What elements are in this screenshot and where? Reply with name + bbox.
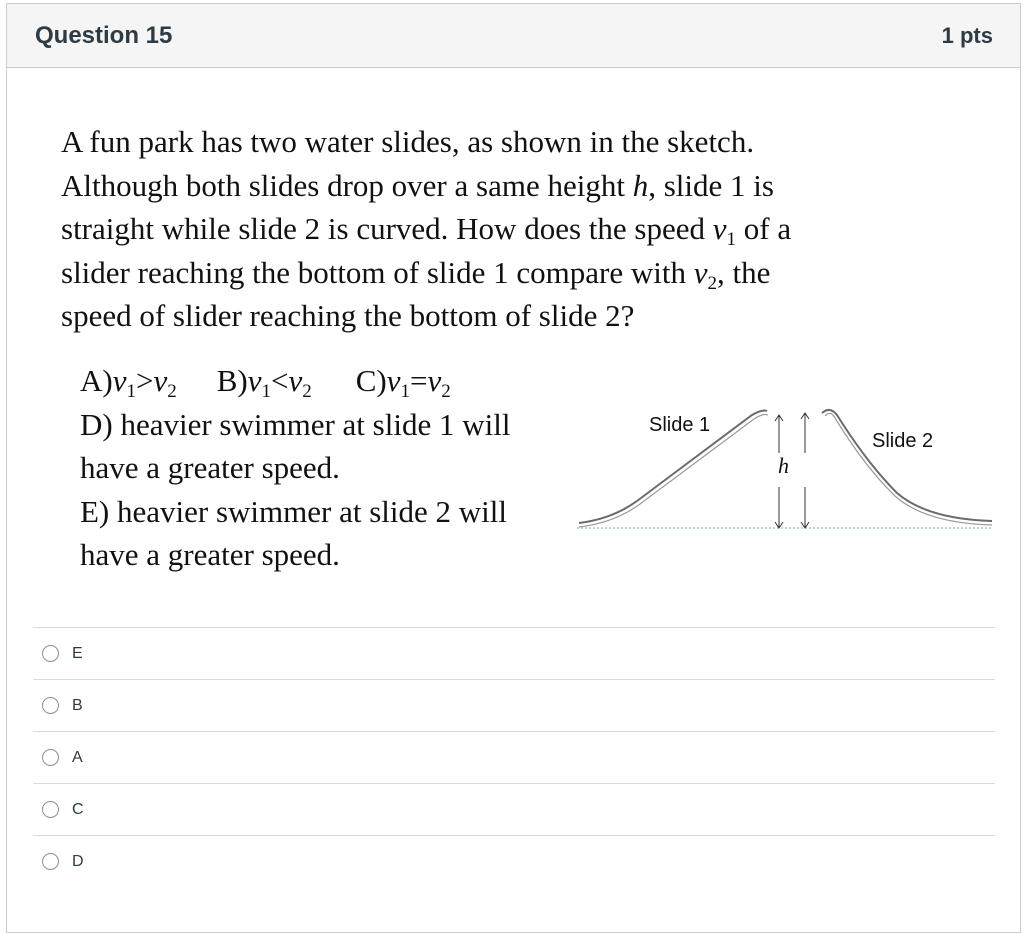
choice-d-line2: have a greater speed. xyxy=(80,450,340,485)
slide-2-label: Slide 2 xyxy=(872,430,934,452)
answer-list xyxy=(33,627,995,887)
stem-line: A fun park has two water slides, as shown in the sketch. xyxy=(61,124,755,159)
choices-text xyxy=(80,359,600,577)
choice-prefix: A) xyxy=(80,363,113,398)
question-points: 1 pts xyxy=(941,22,993,48)
answer-label: C xyxy=(72,800,84,818)
speed-subscript: 1 xyxy=(726,229,736,250)
radio-button[interactable] xyxy=(42,749,59,766)
choice-prefix: B) xyxy=(216,363,248,398)
choice-c: C)v1=v2 xyxy=(356,359,451,403)
choice-a: A)v1>v2 xyxy=(80,359,177,403)
speed-variable: v xyxy=(112,363,127,398)
answer-option[interactable] xyxy=(33,679,995,731)
height-label: h xyxy=(778,453,789,478)
question-card xyxy=(6,3,1021,933)
stem-text: , the xyxy=(717,254,771,290)
relation-symbol: < xyxy=(271,363,289,398)
question-header xyxy=(7,4,1020,68)
radio-button[interactable] xyxy=(42,801,59,818)
speed-variable: v xyxy=(386,363,401,398)
speed-variable: v xyxy=(427,363,442,398)
choice-prefix: C) xyxy=(355,363,387,398)
choice-e-line1: E) heavier swimmer at slide 2 will xyxy=(80,493,507,529)
answer-option[interactable] xyxy=(33,627,995,679)
stem-line xyxy=(61,251,881,295)
speed-variable: v xyxy=(288,363,303,398)
stem-text: , slide 1 is xyxy=(648,167,774,203)
answer-option[interactable] xyxy=(33,783,995,835)
answer-option[interactable] xyxy=(33,835,995,887)
answer-label: D xyxy=(72,852,84,870)
stem-line: speed of slider reaching the bottom of slide 2? xyxy=(61,298,635,333)
choice-line-abc xyxy=(80,359,600,403)
water-slides-sketch xyxy=(567,401,997,533)
answer-option[interactable] xyxy=(33,731,995,783)
relation-symbol: = xyxy=(410,363,428,398)
choice-b: B)v1<v2 xyxy=(217,359,312,403)
speed-subscript: 2 xyxy=(707,272,718,294)
stem-text: straight while slide 2 is curved. How does the speed xyxy=(61,211,713,246)
choice-d-line1: D) heavier swimmer at slide 1 will xyxy=(80,406,511,442)
stem-line xyxy=(61,207,881,251)
relation-symbol: > xyxy=(135,363,154,398)
radio-button[interactable] xyxy=(42,697,59,714)
choice-e-line2: have a greater speed. xyxy=(80,537,340,572)
stem-text: Although both slides drop over a same height xyxy=(61,167,633,203)
radio-button[interactable] xyxy=(42,853,59,870)
stem-line xyxy=(61,164,881,208)
radio-button[interactable] xyxy=(42,645,59,662)
answer-label: E xyxy=(72,644,83,662)
speed-variable: v xyxy=(247,363,262,398)
answer-label: B xyxy=(72,696,83,714)
stem-text: of a xyxy=(736,211,792,246)
question-stem xyxy=(61,120,881,338)
question-title: Question 15 xyxy=(35,21,173,49)
speed-variable: v xyxy=(693,254,708,290)
height-variable: h xyxy=(632,167,649,203)
speed-variable: v xyxy=(712,211,727,246)
answer-label: A xyxy=(72,748,83,766)
speed-variable: v xyxy=(153,363,168,398)
slide-1-label: Slide 1 xyxy=(649,414,711,436)
question-body xyxy=(7,68,1020,628)
stem-text: slider reaching the bottom of slide 1 compare with xyxy=(61,254,694,290)
